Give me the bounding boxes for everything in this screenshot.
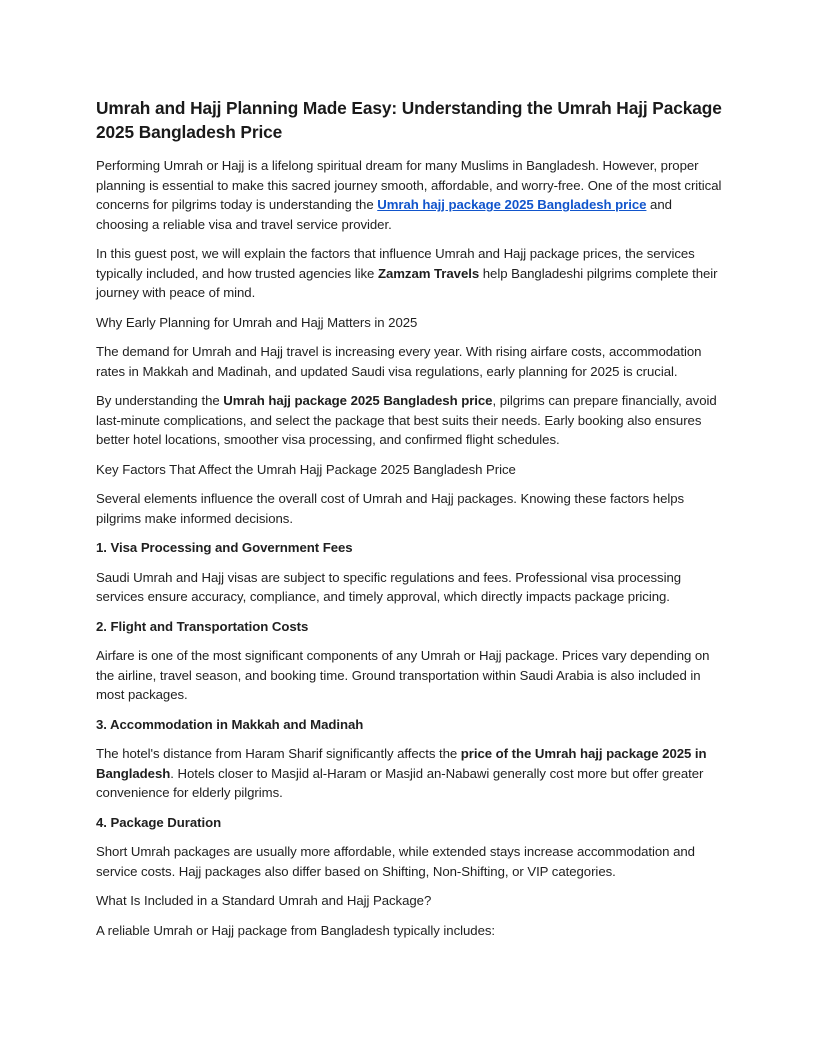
document-page [96, 96, 724, 950]
accommodation-text-start: The hotel's distance from Haram Sharif significantly affects the [96, 746, 461, 761]
accommodation-text-end: . Hotels closer to Masjid al-Haram or Masjid an-Nabawi generally cost more but offer greater convenience for elderly pilgrims. [96, 765, 704, 800]
included-heading: What Is Included in a Standard Umrah and Hajj Package? [96, 893, 432, 908]
flight-section-text: Airfare is one of the most significant components of any Umrah or Hajj package. Prices vary depending on the airline, travel season, and booking time. Ground transportation within Saudi Arabia is also included in most packages. [96, 648, 710, 702]
guest-post-text-start: In this guest post, we will explain the factors that influence Umrah and Hajj package prices, the services typically included, and how trusted agencies like [96, 246, 695, 281]
intro-text-start: Performing Umrah or Hajj is a lifelong spiritual dream for many Muslims in Bangladesh. However, proper planning is essential to make this sacred journey smooth, affordable, and worry-free. One of the most critical concerns for pilgrims today is understanding the [96, 158, 722, 212]
early-planning-heading: Why Early Planning for Umrah and Hajj Matters in 2025 [96, 314, 418, 330]
intro-text-end: and choosing a reliable visa and travel service provider. [96, 197, 672, 232]
package-price-link[interactable]: Umrah hajj package 2025 Bangladesh price [377, 197, 647, 212]
accommodation-section-text [96, 744, 724, 803]
intro-paragraph [96, 156, 724, 234]
price-bold: price of the Umrah hajj package 2025 in Bangladesh [96, 746, 707, 781]
includes-intro-paragraph: A reliable Umrah or Hajj package from Bangladesh typically includes: [96, 922, 496, 938]
understanding-text-start: By understanding the [96, 393, 224, 408]
guest-post-paragraph [96, 244, 724, 303]
flight-section-title: 2. Flight and Transportation Costs [96, 618, 309, 634]
zamzam-travels-bold: Zamzam Travels [377, 265, 480, 281]
guest-post-text-end: help Bangladeshi pilgrims complete their journey with peace of mind. [96, 265, 718, 300]
package-price-bold: Umrah hajj package 2025 Bangladesh price [223, 393, 493, 408]
document-title: Umrah and Hajj Planning Made Easy: Understanding the Umrah Hajj Package 2025 Bangladesh Price [96, 98, 722, 142]
understanding-paragraph [96, 391, 724, 450]
accommodation-section-title: 3. Accommodation in Makkah and Madinah [96, 716, 364, 732]
visa-section-text: Saudi Umrah and Hajj visas are subject to specific regulations and fees. Professional visa processing services ensure accuracy, compliance, and timely approval, which directly impacts package pricing. [96, 569, 682, 604]
duration-section-text: Short Umrah packages are usually more affordable, while extended stays increase accommodation and service costs. Hajj packages also differ based on Shifting, Non-Shifting, or VIP categories. [96, 844, 695, 879]
understanding-text-end: , pilgrims can prepare financially, avoid last-minute complications, and select the package that best suits their needs. Early booking also ensures better hotel locations, smoother visa processing, and confirmed flight schedules. [96, 393, 717, 447]
demand-paragraph: The demand for Umrah and Hajj travel is increasing every year. With rising airfare costs, accommodation rates in Makkah and Madinah, and updated Saudi visa regulations, early planning for 2025 is crucial. [96, 344, 702, 379]
visa-section-title: 1. Visa Processing and Government Fees [96, 540, 353, 555]
duration-section-title: 4. Package Duration [96, 814, 222, 830]
factors-intro-paragraph: Several elements influence the overall cost of Umrah and Hajj packages. Knowing these factors helps pilgrims make informed decisions. [96, 491, 685, 526]
key-factors-heading: Key Factors That Affect the Umrah Hajj Package 2025 Bangladesh Price [96, 461, 516, 477]
